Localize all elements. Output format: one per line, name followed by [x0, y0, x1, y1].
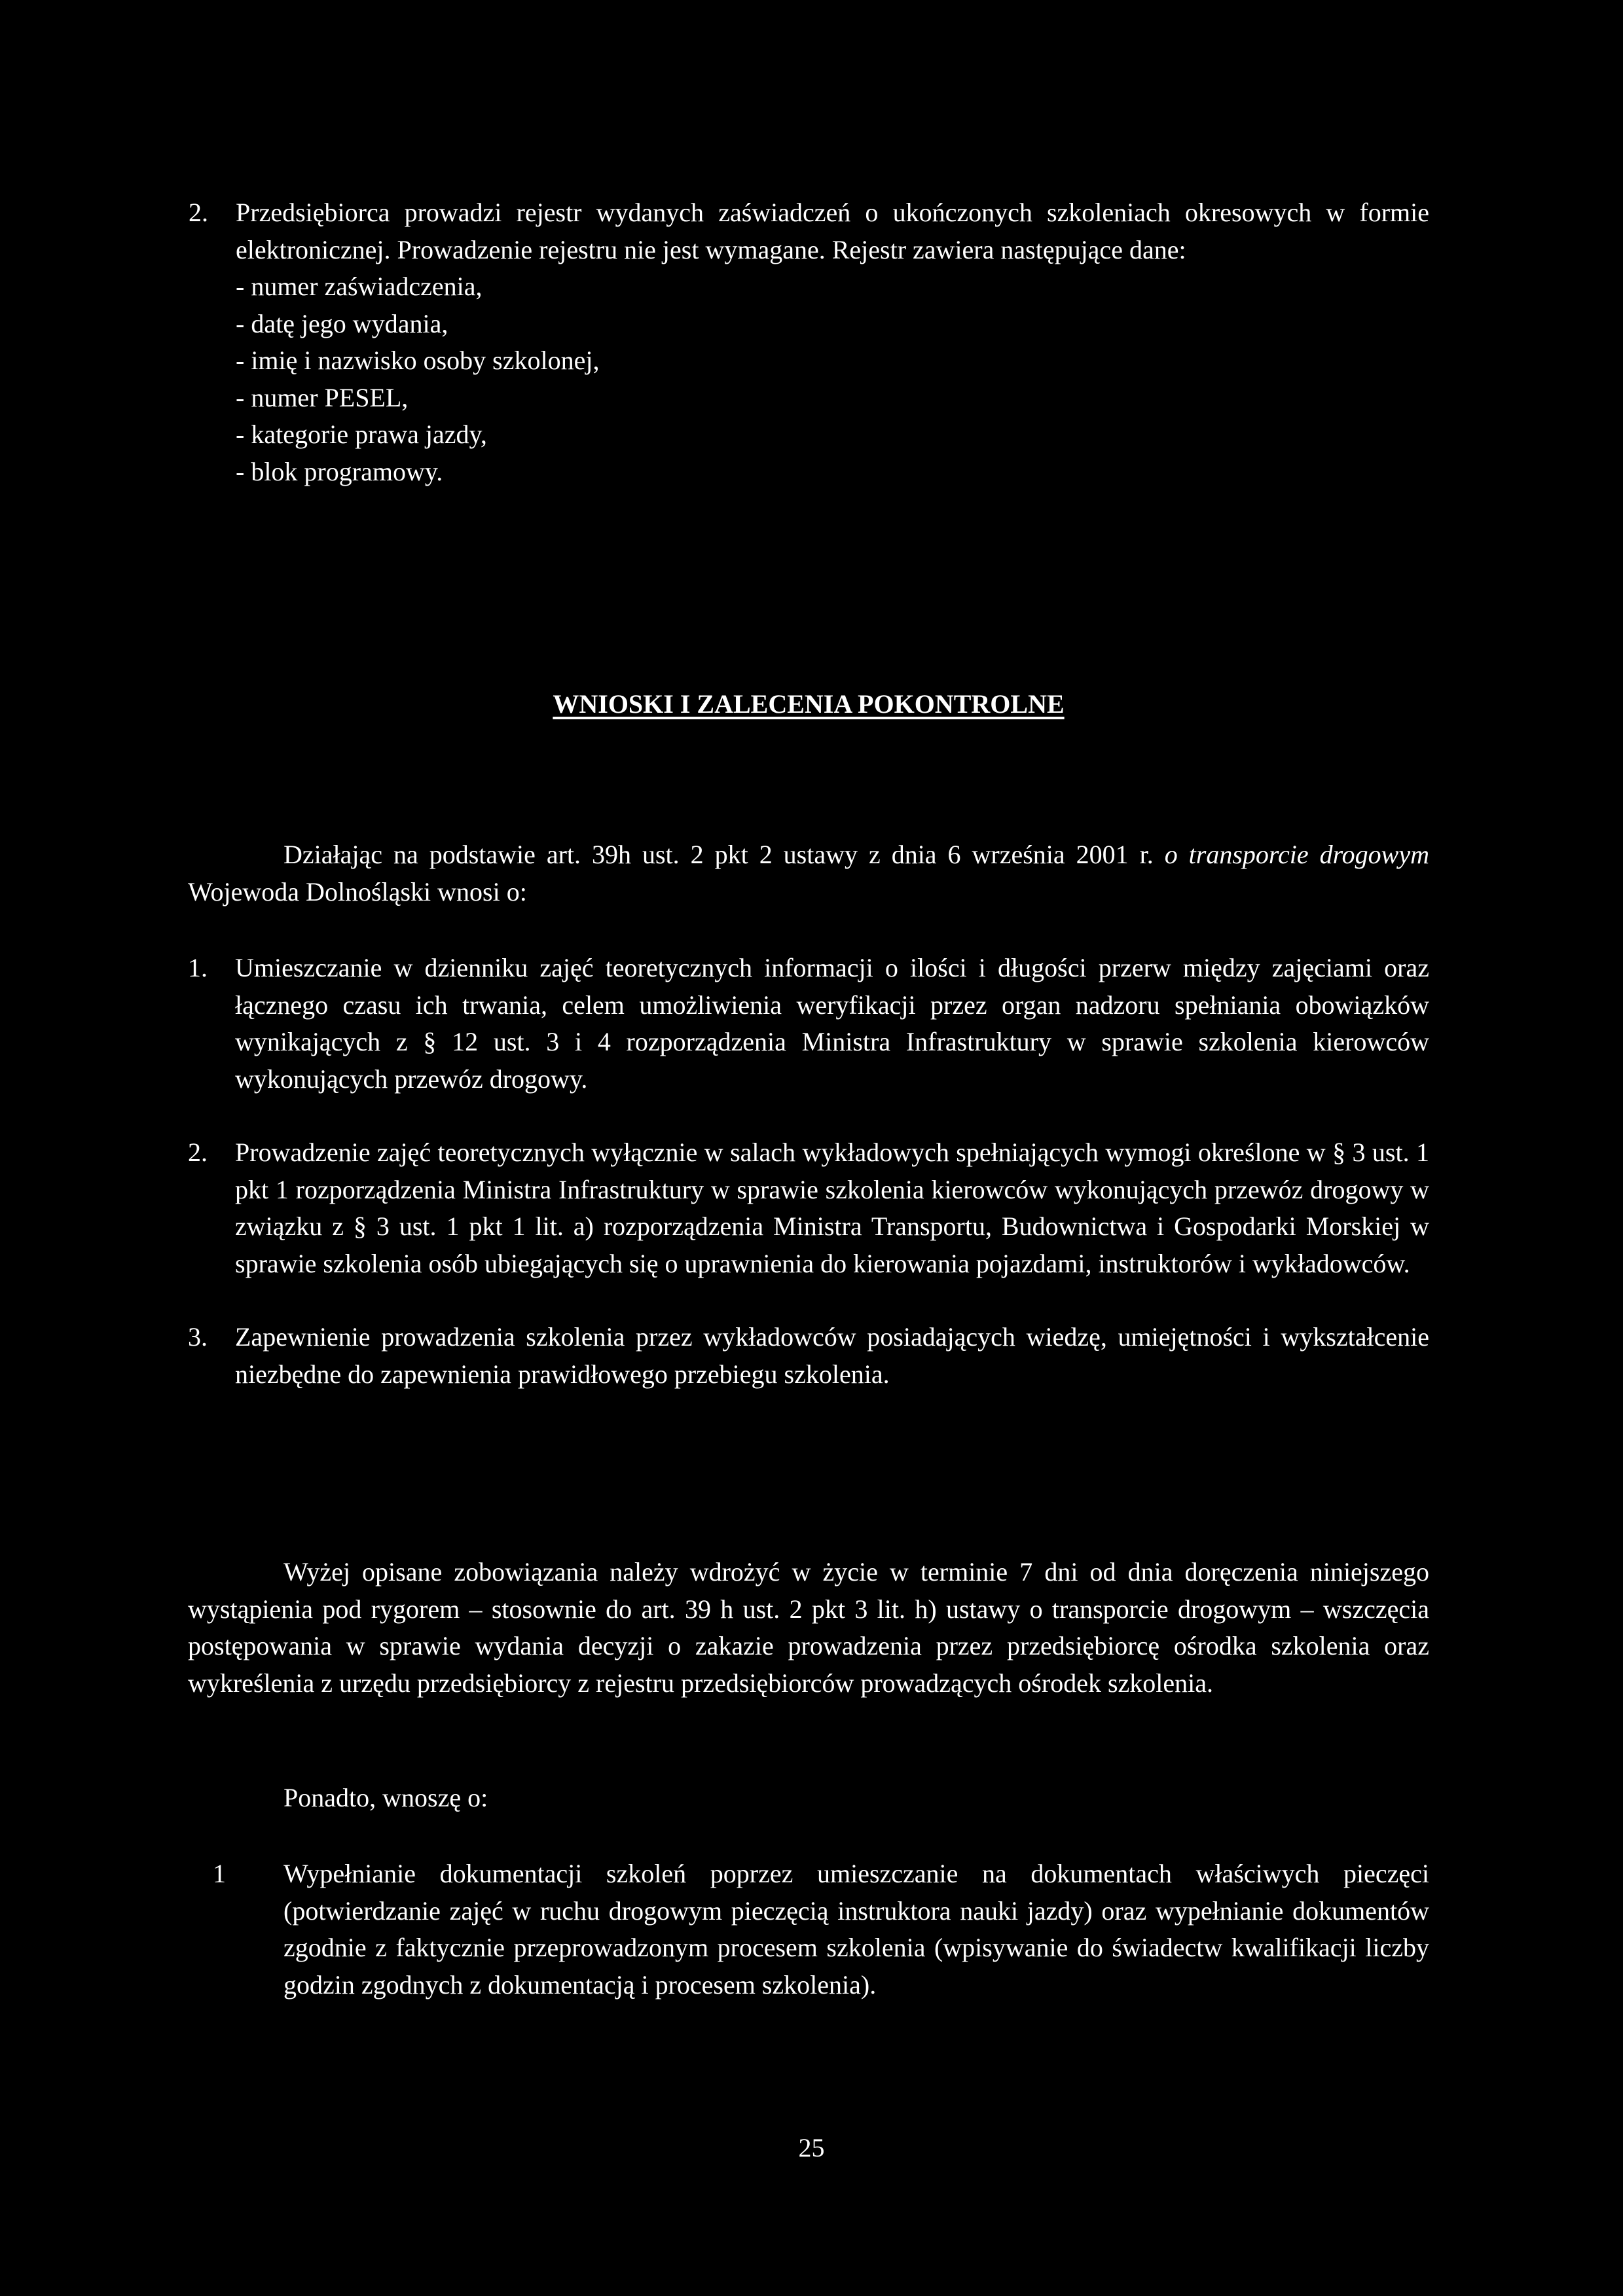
recommendations-list	[188, 950, 1429, 1393]
list-item: - imię i nazwisko osoby szkolonej,	[236, 346, 600, 375]
recommendation-item	[188, 1319, 1429, 1393]
list-item: - datę jego wydania,	[236, 308, 448, 338]
recommendation-text: Prowadzenie zajęć teoretycznych wyłącznie w salach wykładowych spełniających wymogi określone w § 3 ust. 1 pkt 1 rozporządzenia Ministra Infrastruktury w sprawie szkolenia kierowców wykonujących przewóz drogowy w związku z § 3 ust. 1 pkt 1 lit. a) rozporządzenia Ministra Transportu, Budownictwa i Gospodarki Morskiej w sprawie szkolenia osób ubiegających się o uprawnienia do kierowania pojazdami, instruktorów i wykładowców.	[235, 1138, 1429, 1278]
obligation-paragraph: Wyżej opisane zobowiązania należy wdrożyć w życie w terminie 7 dni od dnia doręczenia niniejszego wystąpienia pod rygorem – stosownie do art. 39 h ust. 2 pkt 3 lit. h) ustawy o transporcie drogowym – wszczęcia postępowania w sprawie wydania decyzji o zakazie prowadzenia przez przedsiębiorcę ośrodka szkolenia oraz wykreślenia z urzędu przedsiębiorcy z rejestru przedsiębiorców prowadzących ośrodek szkolenia.	[188, 1557, 1429, 1698]
list-item: - blok programowy.	[236, 456, 443, 486]
additional-text: Wypełnianie dokumentacji szkoleń poprzez umieszczanie na dokumentach właściwych pieczęci (potwierdzanie zajęć w ruchu drogowym pieczęcią instruktora nauki jazdy) oraz wypełnianie dokumentów zgodnie z faktycznie przeprowadzonym procesem szkolenia (wpisywanie do świadectw kwalifikacji liczby godzin zgodnych z dokumentacją i procesem szkolenia).	[283, 1859, 1429, 2000]
intro-item-body	[189, 194, 1429, 490]
moreover-line: Ponadto, wnoszę o:	[283, 1783, 488, 1812]
intro-item-list	[236, 268, 1429, 490]
recommendation-item	[188, 950, 1429, 1098]
legal-basis-prefix: Działając na podstawie art. 39h ust. 2 pkt 2 ustawy z dnia 6 września 2001 r.	[283, 840, 1154, 869]
recommendation-text: Zapewnienie prowadzenia szkolenia przez wykładowców posiadających wiedzę, umiejętności i wykształcenie niezbędne do zapewnienia prawidłowego przebiegu szkolenia.	[235, 1322, 1429, 1389]
recommendation-item	[188, 1134, 1429, 1282]
legal-basis-act-title: o transporcie drogowym	[1164, 840, 1430, 869]
additional-number: 1	[213, 1859, 226, 1888]
intro-item	[189, 194, 1429, 490]
intro-item-text: Przedsiębiorca prowadzi rejestr wydanych zaświadczeń o ukończonych szkoleniach okresowych w formie elektronicznej. Prowadzenie rejestru nie jest wymagane. Rejestr zawiera następujące dane:	[236, 198, 1429, 264]
intro-item-number: 2.	[189, 198, 208, 227]
list-item: - numer PESEL,	[236, 382, 409, 412]
recommendation-number: 3.	[188, 1322, 208, 1352]
legal-basis-suffix: Wojewoda Dolnośląski wnosi o:	[188, 876, 527, 906]
recommendation-text: Umieszczanie w dzienniku zajęć teoretycznych informacji o ilości i długości przerw między zajęciami oraz łącznego czasu ich trwania, celem umożliwienia weryfikacji przez organ nadzoru spełniania obowiązków wynikających z § 12 ust. 3 i 4 rozporządzenia Ministra Infrastruktury w sprawie szkolenia kierowców wykonujących przewóz drogowy.	[235, 953, 1429, 1094]
section-heading: WNIOSKI I ZALECENIA POKONTROLNE	[553, 689, 1065, 719]
legal-basis-paragraph	[188, 836, 1429, 910]
page-number: 25	[798, 2133, 825, 2162]
list-item: - kategorie prawa jazdy,	[236, 420, 487, 449]
list-item: - numer zaświadczenia,	[236, 272, 483, 301]
recommendation-number: 2.	[188, 1138, 208, 1167]
additional-list	[213, 1856, 1429, 2003]
additional-item	[213, 1856, 1429, 2003]
recommendation-number: 1.	[188, 953, 208, 982]
